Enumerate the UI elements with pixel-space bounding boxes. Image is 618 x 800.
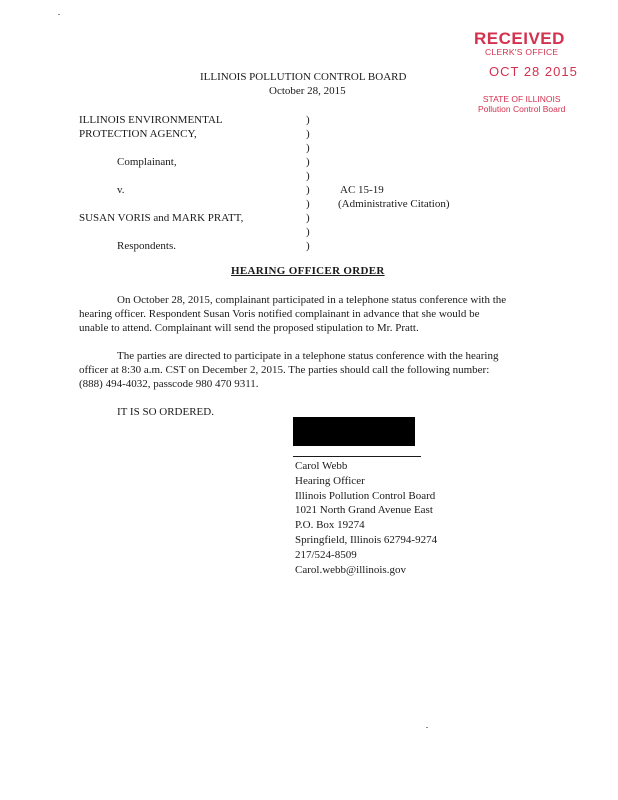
caption-paren: ) bbox=[306, 114, 310, 126]
caption-paren: ) bbox=[306, 156, 310, 168]
caption-parens bbox=[306, 113, 316, 253]
caption-paren: ) bbox=[306, 212, 310, 224]
caption-paren: ) bbox=[306, 240, 310, 252]
received-stamp-office: CLERK'S OFFICE bbox=[485, 47, 559, 57]
received-stamp-state bbox=[478, 94, 565, 114]
order-date: October 28, 2015 bbox=[269, 85, 346, 97]
signer-email: Carol.webb@illinois.gov bbox=[295, 563, 406, 576]
paragraph-line: officer at 8:30 a.m. CST on December 2, 2015. The parties should call the following number: bbox=[79, 364, 490, 376]
signer-city: Springfield, Illinois 62794-9274 bbox=[295, 533, 438, 546]
complainant-name-line2: PROTECTION AGENCY, bbox=[79, 128, 197, 140]
paragraph-line: hearing officer. Respondent Susan Voris notified complainant in advance that she would be bbox=[79, 308, 480, 320]
signer-name: Carol Webb bbox=[295, 460, 348, 472]
scan-speck bbox=[58, 14, 60, 15]
signer-org: Illinois Pollution Control Board bbox=[295, 489, 436, 502]
signer-pobox: P.O. Box 19274 bbox=[295, 519, 365, 532]
closing-statement: IT IS SO ORDERED. bbox=[117, 406, 214, 418]
case-type: (Administrative Citation) bbox=[338, 198, 450, 210]
signature-block bbox=[295, 459, 437, 577]
received-stamp-title: RECEIVED bbox=[474, 29, 565, 48]
signer-phone: 217/524-8509 bbox=[295, 548, 357, 561]
caption-paren: ) bbox=[306, 184, 310, 196]
caption-paren: ) bbox=[306, 142, 310, 154]
stamp-state-line1: STATE OF ILLINOIS bbox=[482, 94, 561, 104]
order-paragraph-1 bbox=[79, 293, 549, 335]
respondent-names: SUSAN VORIS and MARK PRATT, bbox=[79, 212, 244, 224]
caption-paren: ) bbox=[306, 128, 310, 140]
signer-title: Hearing Officer bbox=[295, 474, 365, 487]
order-paragraph-2 bbox=[79, 349, 549, 391]
versus-label: v. bbox=[117, 184, 125, 196]
redacted-signature bbox=[293, 417, 415, 446]
signer-street: 1021 North Grand Avenue East bbox=[295, 504, 433, 517]
paragraph-line: unable to attend. Complainant will send the proposed stipulation to Mr. Pratt. bbox=[79, 322, 419, 334]
board-title: ILLINOIS POLLUTION CONTROL BOARD bbox=[200, 71, 407, 83]
paragraph-line: The parties are directed to participate in a telephone status conference with the hearing bbox=[117, 350, 499, 362]
paragraph-line: (888) 494-4032, passcode 980 470 9311. bbox=[79, 378, 259, 390]
case-number: AC 15-19 bbox=[340, 184, 384, 196]
complainant-name-line1: ILLINOIS ENVIRONMENTAL bbox=[79, 114, 223, 126]
caption-paren: ) bbox=[306, 170, 310, 182]
paragraph-line: On October 28, 2015, complainant participated in a telephone status conference with the bbox=[117, 294, 507, 306]
caption-paren: ) bbox=[306, 226, 310, 238]
received-stamp-date: OCT 28 2015 bbox=[489, 64, 578, 79]
complainant-role: Complainant, bbox=[117, 156, 177, 168]
order-title: HEARING OFFICER ORDER bbox=[231, 265, 385, 277]
caption-paren: ) bbox=[306, 198, 310, 210]
stamp-state-line2: Pollution Control Board bbox=[478, 104, 566, 114]
signature-line bbox=[293, 456, 421, 457]
scan-speck bbox=[426, 727, 428, 728]
respondent-role: Respondents. bbox=[117, 240, 176, 252]
